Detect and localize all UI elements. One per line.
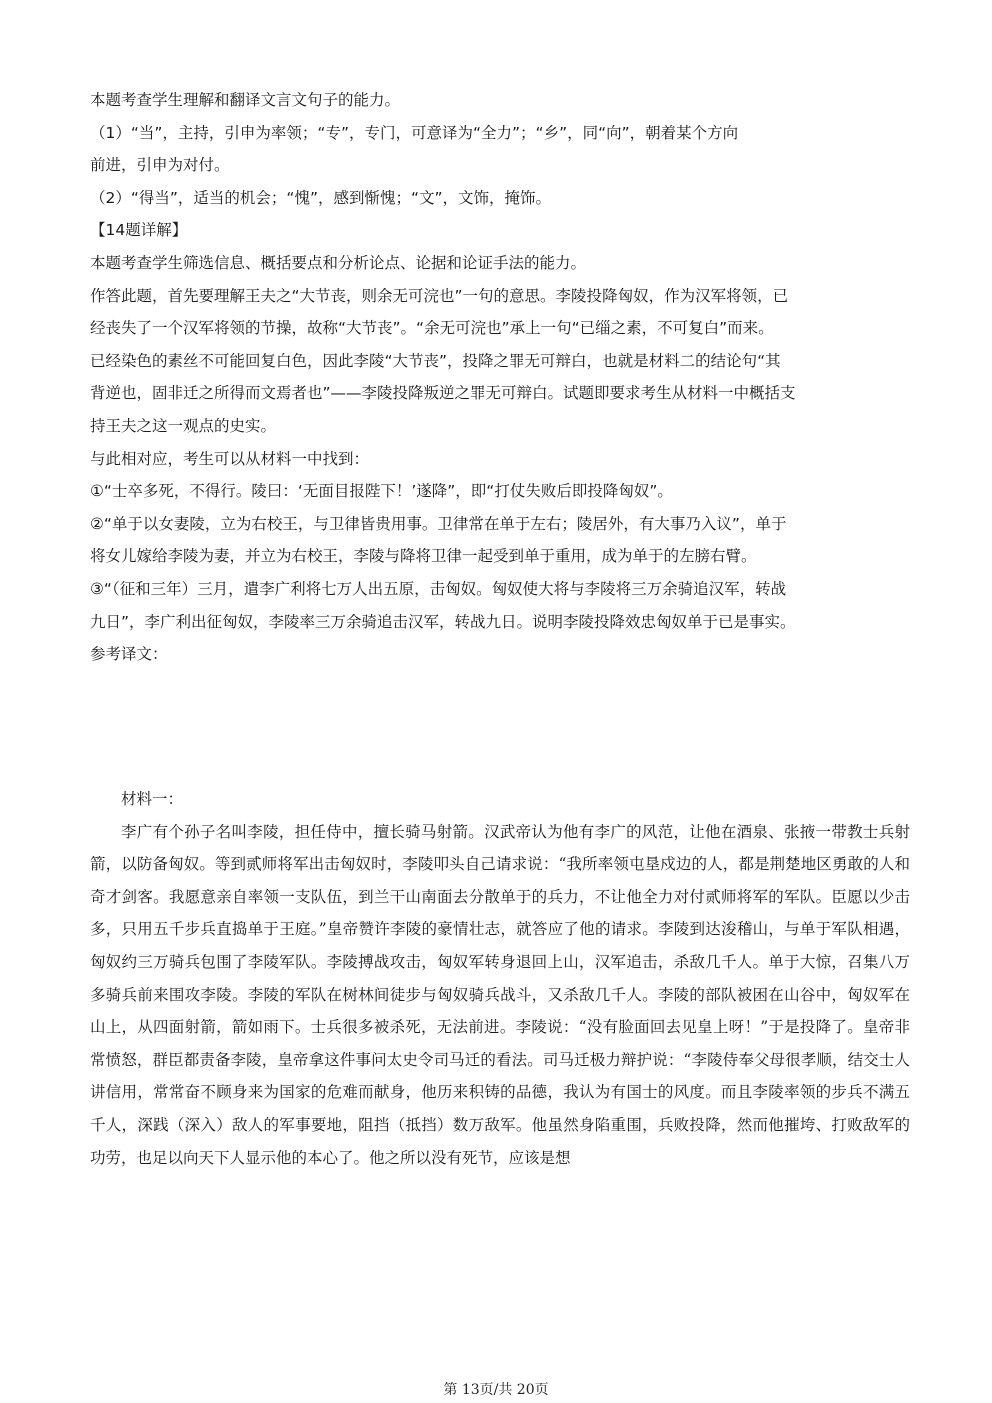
material-one-paragraph: 李广有个孙子名叫李陵，担任侍中，擅长骑马射箭。汉武帝认为他有李广的风范，让他在酒泉、张掖一带教士兵射箭，以防备匈奴。等到贰师将军出击匈奴时，李陵叩头自己请求说：“我所率领屯垦戍边的人，都是荆楚地区勇敢的人和奇才剑客。我愿意亲自率领一支队伍，到兰干山南面去分散单于的兵力，不让他全力对付贰师将军的军队。臣愿以少击多，只用五千步兵直捣单于王庭。”皇帝赞许李陵的豪情壮志，就答应了他的请求。李陵到达浚稽山，与单于军队相遇，匈奴约三万骑兵包围了李陵军队。李陵搏战攻击，匈奴军转身退回上山，汉军追击，杀敌几千人。单于大惊，召集八万多骑兵前来围攻李陵。李陵的军队在树林间徒步与匈奴骑兵战斗，又杀敌几千人。李陵的部队被困在山谷中，匈奴军在山上，从四面射箭，箭如雨下。士兵很多被杀死，无法前进。李陵说：“没有脸面回去见皇上呀！”于是投降了。皇帝非常愤怒，群臣都责备李陵，皇帝拿这件事问太史令司马迁的看法。司马迁极力辩护说：“李陵侍奉父母很孝顺，结交士人讲信用，常常奋不顾身来为国家的危难而献身，他历来积铸的品德，我认为有国士的风度。而且李陵率领的步兵不满五千人，深践（深入）敌人的军事要地，阻挡（抵挡）数万敌军。他虽然身陷重围，兵败投降，然而他摧垮、打败敌军的功劳，也足以向天下人显示他的本心了。他之所以没有死节，应该是想 [90,822,910,1167]
answer-line-12: 与此相对应，考生可以从材料一中找到： [90,449,370,468]
answer-line-8: 经丧失了一个汉军将领的节操，故称“大节丧”。“余无可浣也”承上一句“已缁之素，不可复白”而来。 [90,319,774,338]
answer-line-9: 已经染色的素丝不可能回复白色，因此李陵“大节丧”，投降之罪无可辩白，也就是材料二的结论句“其 [90,351,781,370]
answer-point-1: ①“士卒多死，不得行。陵曰：‘无面目报陛下！’遂降”，即“打仗失败后即投降匈奴”。 [90,482,673,501]
material-one-label: 材料一： [121,790,184,808]
answer-line-3: 前进，引申为对付。 [90,156,230,175]
section-heading-14: 【14题详解】 [90,221,188,240]
reference-translation [90,783,910,1174]
answer-analysis [90,84,910,671]
answer-line-10: 背逆也，固非迁之所得而文焉者也”——李陵投降叛逆之罪无可辩白。试题即要求考生从材料一中概括支 [90,384,796,403]
answer-line-11: 持王夫之这一观点的史实。 [90,416,277,435]
answer-line-2: （1）“当”，主持，引申为率领；“专”，专门，可意译为“全力”；“乡”，同“向”，朝着某个方向 [90,123,739,142]
page-footer: 第 13页/共 20页 [443,1382,549,1398]
answer-line-4: （2）“得当”，适当的机会；“愧”，感到惭愧；“文”，文饰，掩饰。 [90,188,552,207]
answer-line-6: 本题考查学生筛选信息、概括要点和分析论点、论据和论证手法的能力。 [90,253,587,272]
answer-line-7: 作答此题，首先要理解王夫之“大节丧，则余无可浣也”一句的意思。李陵投降匈奴，作为汉军将领，已 [90,286,789,305]
answer-line-1: 本题考查学生理解和翻译文言文句子的能力。 [90,91,401,109]
reference-translation-heading: 参考译文： [90,645,168,664]
answer-point-2-line-2: 将女儿嫁给李陵为妻，并立为右校王，李陵与降将卫律一起受到单于重用，成为单于的左膀右臂。 [90,547,757,566]
answer-point-3-line-2: 九日”，李广利出征匈奴，李陵率三万余骑追击汉军，转战九日。说明李陵投降效忠匈奴单于已是事实。 [90,612,796,631]
answer-point-3-line-1: ③“（征和三年）三月，遣李广利将七万人出五原，击匈奴。匈奴使大将与李陵将三万余骑追汉军，转战 [90,579,787,598]
answer-point-2-line-1: ②“单于以女妻陵，立为右校王，与卫律皆贵用事。卫律常在单于左右；陵居外，有大事乃入议”，单于 [90,514,787,533]
